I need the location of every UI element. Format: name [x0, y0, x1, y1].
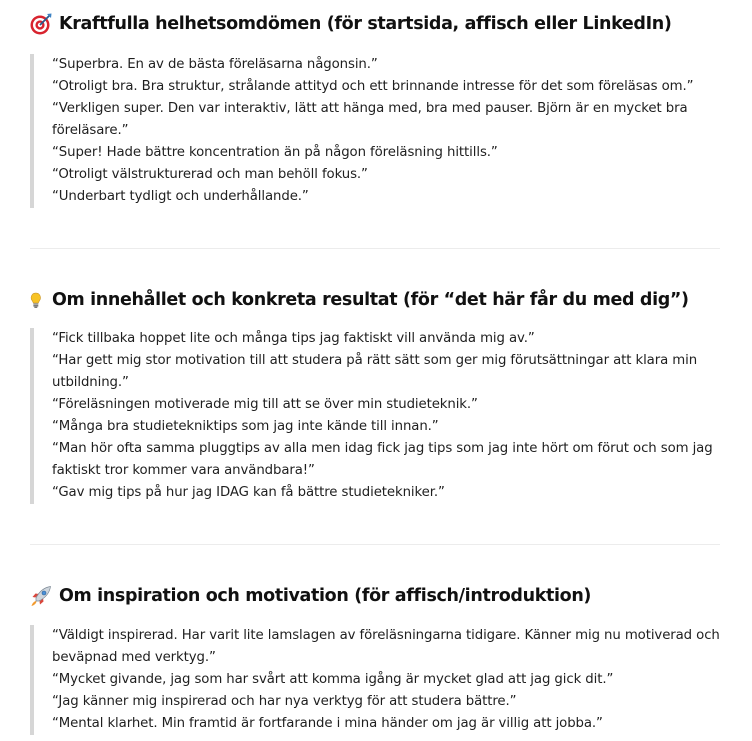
quote-line: “Många bra studietekniktips som jag inte kände till innan.”	[52, 419, 439, 434]
section-inspiration	[30, 583, 720, 735]
quote-line: “Väldigt inspirerad. Har varit lite lamslagen av föreläsningarna tidigare. Känner mig nu motiverad och beväpnad med verktyg.”	[52, 628, 720, 665]
quote-line: “Jag känner mig inspirerad och har nya verktyg för att studera bättre.”	[52, 694, 517, 709]
section-overall	[30, 11, 720, 208]
section-divider	[30, 544, 720, 545]
quote-line: “Har gett mig stor motivation till att studera på rätt sätt som ger mig förutsättningar att klara min utbildning.”	[52, 353, 698, 390]
quote-line: “Otroligt bra. Bra struktur, strålande attityd och ett brinnande intresse för det som föreläsas om.”	[52, 79, 694, 94]
section-heading	[30, 583, 720, 609]
quote-line: “Otroligt välstrukturerad och man behöll fokus.”	[52, 167, 368, 182]
quote-block	[30, 625, 720, 735]
rocket-icon	[30, 585, 52, 607]
quote-line: “Man hör ofta samma pluggtips av alla men idag fick jag tips som jag inte hört om förut och som jag faktiskt tror kommer vara användbara!”	[52, 441, 713, 478]
quote-block	[30, 328, 720, 504]
quote-line: “Fick tillbaka hoppet lite och många tips jag faktiskt vill använda mig av.”	[52, 331, 535, 346]
quote-line: “Gav mig tips på hur jag IDAG kan få bättre studietekniker.”	[52, 485, 445, 500]
quote-line: “Föreläsningen motiverade mig till att se över min studieteknik.”	[52, 397, 478, 412]
quote-line: “Underbart tydligt och underhållande.”	[52, 189, 309, 204]
quote-line: “Superbra. En av de bästa föreläsarna någonsin.”	[52, 57, 378, 72]
section-heading	[30, 11, 720, 37]
quote-line: “Mental klarhet. Min framtid är fortfarande i mina händer om jag är villig att jobba.”	[52, 716, 603, 731]
section-title: Om inspiration och motivation (för affisch/introduktion)	[59, 586, 592, 606]
section-content-results	[30, 287, 720, 504]
lightbulb-icon	[30, 289, 46, 311]
section-title: Kraftfulla helhetsomdömen (för startsida, affisch eller LinkedIn)	[59, 14, 672, 34]
quote-line: “Super! Hade bättre koncentration än på någon föreläsning hittills.”	[52, 145, 498, 160]
section-title: Om innehållet och konkreta resultat (för “det här får du med dig”)	[52, 290, 689, 310]
section-divider	[30, 248, 720, 249]
quote-line: “Mycket givande, jag som har svårt att komma igång är mycket glad att jag gick dit.”	[52, 672, 614, 687]
target-icon	[30, 13, 52, 35]
section-heading	[30, 287, 720, 313]
quote-block	[30, 54, 720, 208]
quote-line: “Verkligen super. Den var interaktiv, lätt att hänga med, bra med pauser. Björn är en mycket bra föreläsare.”	[52, 101, 688, 138]
